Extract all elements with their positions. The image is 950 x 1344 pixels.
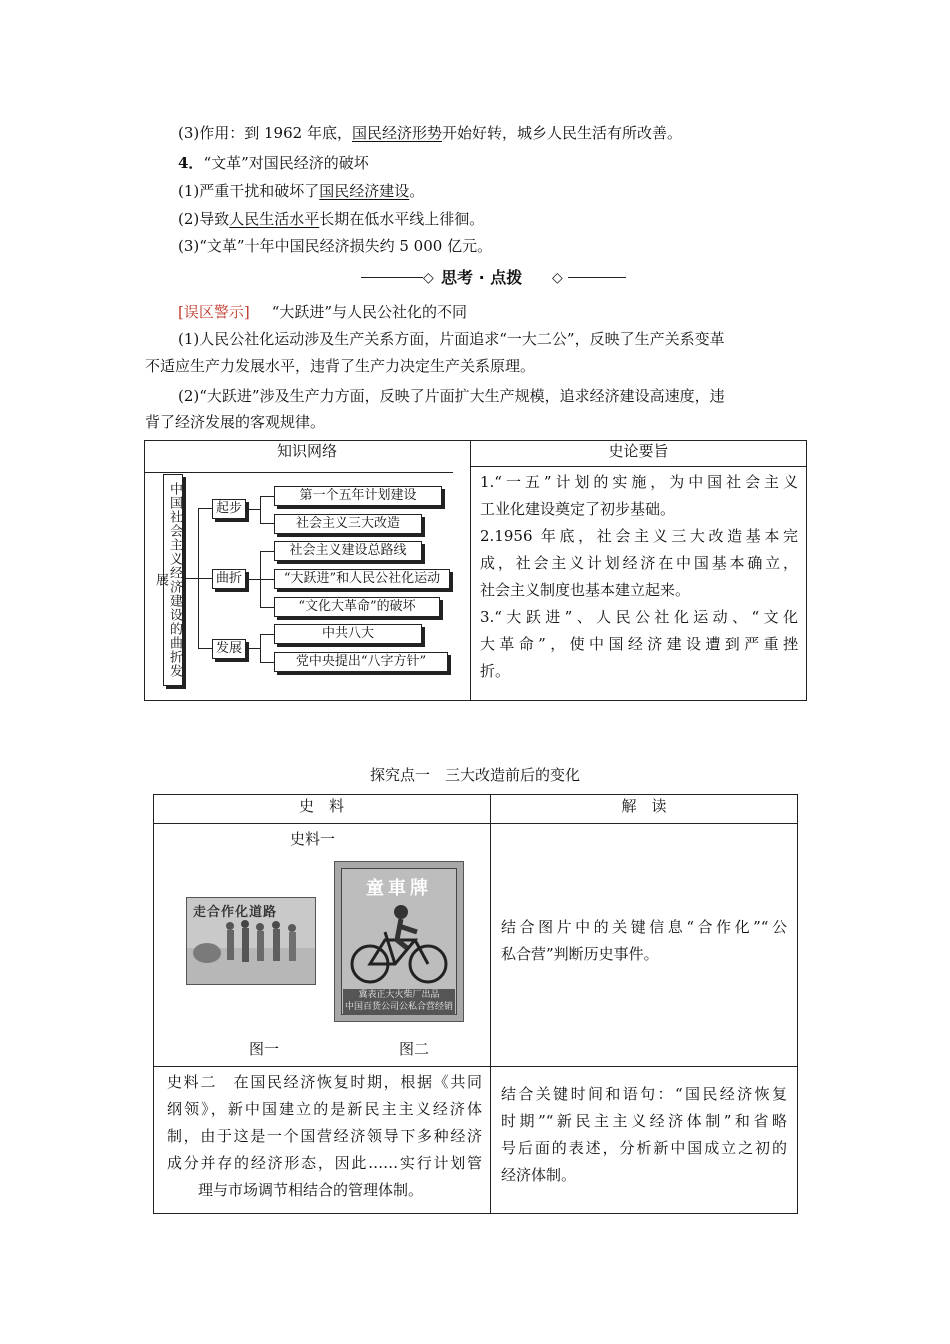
figure-caption-two: 图二 [399, 1040, 430, 1058]
text-line-2 [178, 209, 484, 229]
connector [260, 579, 274, 580]
row-divider [153, 823, 798, 824]
warning-tag: [误区警示] [178, 303, 250, 321]
connector [260, 634, 261, 662]
point-line: 折。 [480, 662, 511, 680]
photo-cooperation-poster [186, 897, 316, 985]
header-divider-left [144, 472, 453, 473]
node-eighth-congress: 中共八大 [274, 624, 422, 644]
diamond-icon: ◇ [423, 270, 434, 286]
column-divider [490, 794, 491, 1214]
node-cultural-revolution: “文化大革命”的破坏 [274, 597, 440, 617]
material-one-label: 史料一 [290, 830, 336, 848]
point-line: 成，社会主义计划经济在中国基本确立， [480, 554, 798, 572]
diagram-title-vertical: 中国社会主义经济建设的曲折发展 [163, 474, 183, 686]
point-line: 大革命”，使中国经济建设遭到严重挫 [480, 635, 798, 653]
connector [260, 662, 274, 663]
connector [198, 648, 212, 649]
branch-qibu: 起步 [212, 499, 246, 519]
label-brand: 童車牌 [366, 878, 432, 899]
text-line-effect [178, 123, 682, 143]
node-eight-character-policy: 党中央提出“八字方针” [274, 652, 448, 672]
label-caption [343, 989, 455, 1015]
text-fragment: 。 [409, 182, 425, 200]
node-first-five-year-plan: 第一个五年计划建设 [274, 486, 442, 506]
interpretation-two-line: 结合关键时间和语句：“国民经济恢复 [501, 1085, 787, 1103]
poster-slogan: 走合作化道路 [193, 905, 278, 920]
connector [260, 523, 274, 524]
node-three-transformations: 社会主义三大改造 [274, 514, 422, 534]
connector [249, 579, 260, 580]
underlined-term: 国民经济形势 [351, 124, 442, 142]
text-line-3: (3)“文革”十年中国民经济损失约 5 000 亿元。 [178, 237, 493, 255]
explore-title: 探究点一 三大改造前后的变化 [369, 766, 580, 784]
heading-rule-left [361, 277, 423, 278]
interpretation-one-line: 结合图片中的关键信息“合作化”“公 [501, 918, 787, 936]
interpretation-two-line: 经济体制。 [501, 1166, 577, 1184]
material-two-line: 史料二 在国民经济恢复时期，根据《共同 [167, 1073, 482, 1091]
material-two-line: 纲领》，新中国建立的是新民主主义经济体 [167, 1100, 482, 1118]
col-header-network: 知识网络 [276, 442, 337, 460]
connector [260, 496, 261, 523]
text-fragment: (1)严重干扰和破坏了 [178, 182, 320, 200]
material-two-line: 成分并存的经济形态，因此……实行计划管 [167, 1154, 482, 1172]
interpretation-two-line: 时期”“新民主主义经济体制”和省略 [501, 1112, 787, 1130]
think-heading: 思考 · 点拨 [441, 268, 523, 287]
connector [260, 607, 274, 608]
text-fragment: (3)作用：到 1962 年底， [178, 124, 352, 142]
underlined-term: 人民生活水平 [229, 210, 320, 228]
connector [198, 508, 212, 509]
connector [198, 578, 212, 579]
label-caption-line: 中国百货公司公私合营经销 [344, 1002, 453, 1012]
text-line-1 [178, 181, 424, 201]
connector [260, 551, 274, 552]
col-header-material: 史 料 [298, 797, 344, 815]
point-line: 1.“一五”计划的实施，为中国社会主义 [480, 473, 798, 491]
section-heading-4 [178, 153, 369, 173]
header-divider-right [470, 466, 807, 467]
paragraph-line: (1)人民公社化运动涉及生产关系方面，片面追求“一大二公”，反映了生产关系变革 [178, 330, 725, 348]
text-fragment: 长期在低水平线上徘徊。 [319, 210, 485, 228]
row-divider [153, 1066, 798, 1067]
point-line: 3.“大跃进”、人民公社化运动、“文化 [480, 608, 798, 626]
bicycle-illustration [345, 902, 453, 986]
connector [186, 578, 198, 579]
paragraph-line: 背了经济发展的客观规律。 [145, 413, 326, 431]
label-caption-line: 冀表正大火柴厂出品 [358, 990, 440, 1000]
connector [260, 634, 274, 635]
section-heading-text: “文革”对国民经济的破坏 [203, 154, 369, 172]
node-general-line: 社会主义建设总路线 [274, 541, 422, 561]
diamond-icon: ◇ [552, 270, 563, 286]
photo-matchbox-label [334, 861, 464, 1022]
connector [249, 509, 260, 510]
section-number: 4． [178, 154, 204, 172]
connector [249, 648, 260, 649]
point-line: 工业化建设奠定了初步基础。 [480, 500, 676, 518]
interpretation-two-line: 号后面的表述，分析新中国成立之初的 [501, 1139, 787, 1157]
interpretation-one-line: 私合营”判断历史事件。 [501, 945, 659, 963]
figure-caption-one: 图一 [249, 1040, 280, 1058]
warning-title: “大跃进”与人民公社化的不同 [271, 303, 468, 321]
branch-fazhan: 发展 [212, 639, 246, 659]
paragraph-line: 不适应生产力发展水平，违背了生产力决定生产关系原理。 [145, 357, 536, 375]
connector [260, 496, 274, 497]
paragraph-line: (2)“大跃进”涉及生产力方面，反映了片面扩大生产规模，追求经济建设高速度，违 [178, 387, 725, 405]
text-fragment: (2)导致 [178, 210, 230, 228]
text-fragment: 开始好转，城乡人民生活有所改善。 [441, 124, 682, 142]
col-header-interpretation: 解 读 [621, 797, 667, 815]
point-line: 社会主义制度也基本建立起来。 [480, 581, 691, 599]
material-two-line: 制，由于这是一个国营经济领导下多种经济 [167, 1127, 482, 1145]
heading-rule-right [568, 277, 626, 278]
column-divider [470, 440, 471, 701]
node-great-leap: “大跃进”和人民公社化运动 [274, 569, 450, 589]
warning-title-line [178, 302, 467, 322]
col-header-points: 史论要旨 [608, 442, 669, 460]
underlined-term: 国民经济建设 [319, 182, 410, 200]
material-two-line: 理与市场调节相结合的管理体制。 [198, 1181, 424, 1199]
point-line: 2.1956 年底，社会主义三大改造基本完 [480, 527, 798, 545]
branch-quzhe: 曲折 [212, 569, 246, 589]
